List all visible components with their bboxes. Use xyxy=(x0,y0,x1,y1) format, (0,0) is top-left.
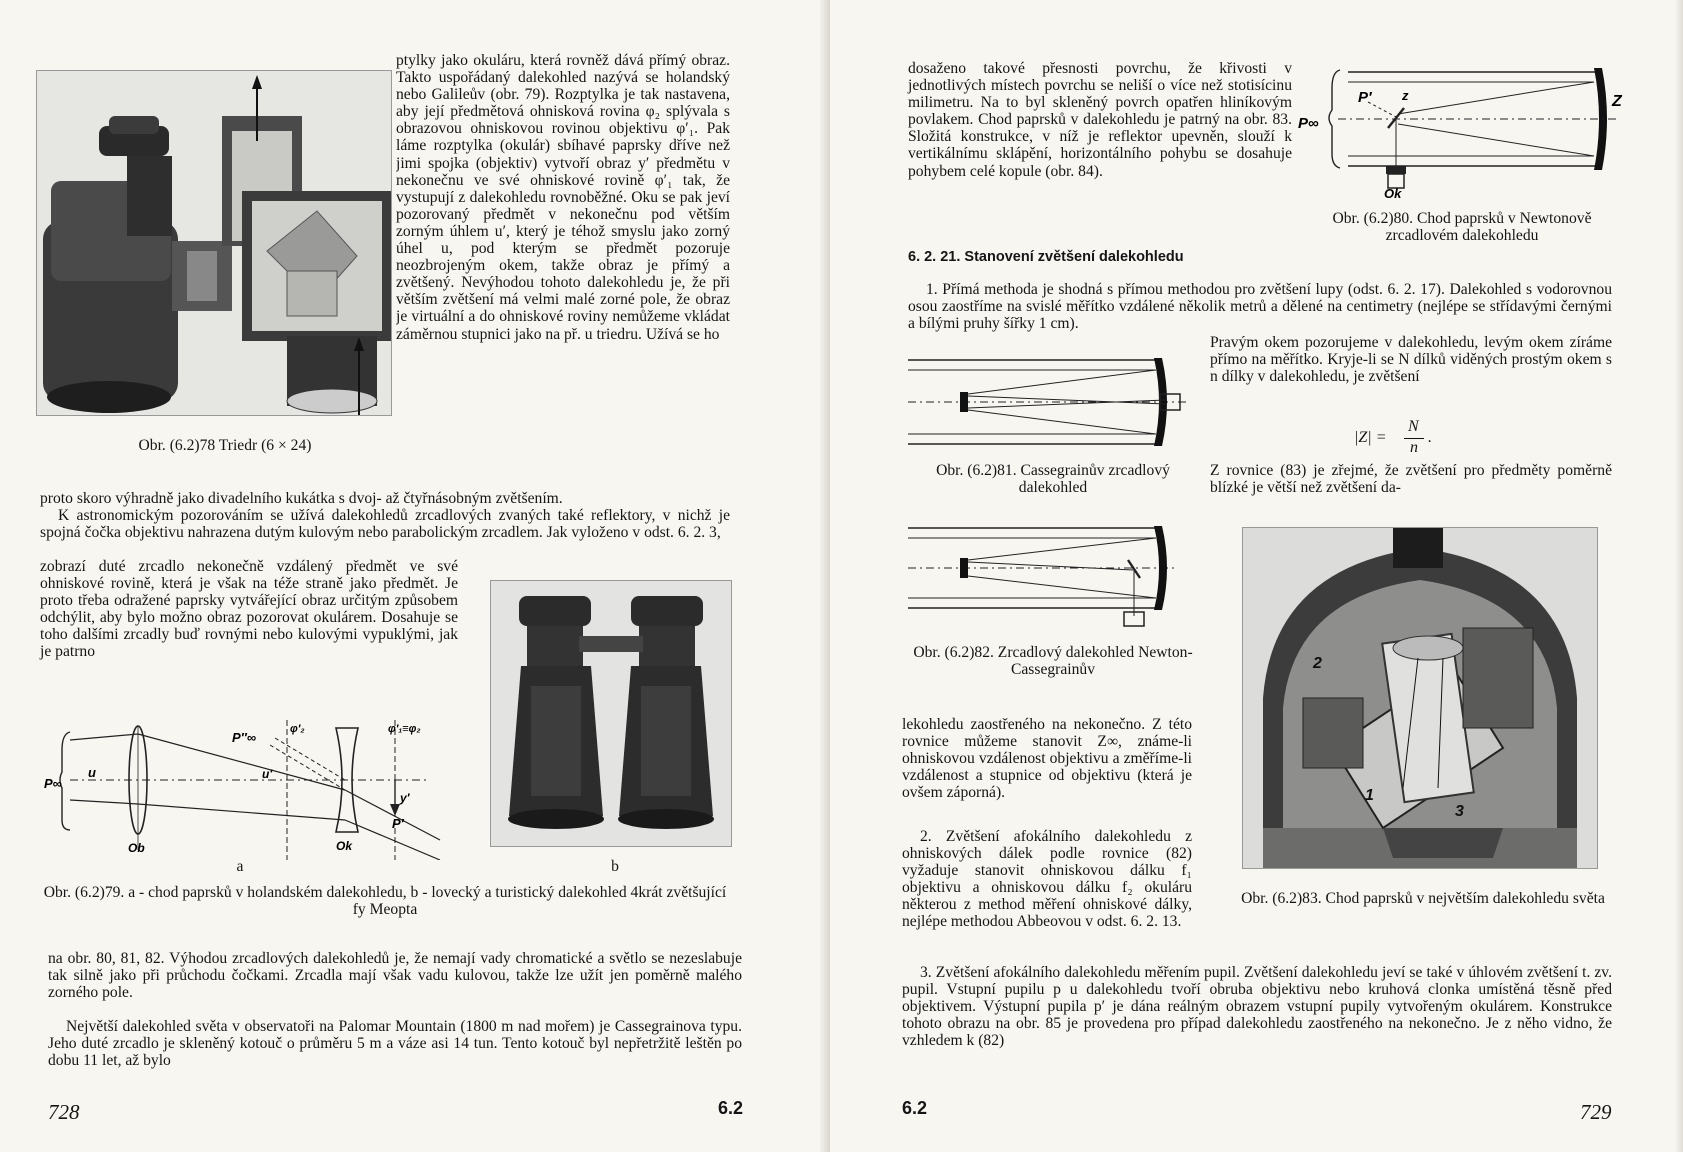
fig78-caption: Obr. (6.2)78 Triedr (6 × 24) xyxy=(138,437,312,454)
fig83-caption: Obr. (6.2)83. Chod paprsků v největším dalekohledu světa xyxy=(1241,890,1605,907)
right-para2: 2. Zvětšení afokálního dalekohledu z ohniskových dálek podle rovnice (82) vyžaduje stanovit ohniskovou dálku f₁ objektivu a ohniskovou dálku f₂ okuláru některou z method měření ohniskové dálky, nejlépe methodou Abbeovou v odst. 6. 2. 13. xyxy=(902,828,1192,931)
right-para1-full: 1. Přímá methoda je shodná s přímou methodou pro zvětšení lupy (odst. 6. 2. 17). Dalekohled s vodorovnou osou zaostříme na svislé měřítko vzdálené několik metrů a dělené na centimetry (nejlépe se střídavými černými a bílými pruhy šířky 1 cm). xyxy=(908,281,1612,333)
fig79-label-Ob: Ob xyxy=(128,841,145,855)
left-text-bottom: na obr. 80, 81, 82. Výhodou zrcadlových dalekohledů je, že nemají vady chromatické a světlo se nezeslabuje tak silně jako při průchodu čočkami. Zrcadla mají však vadu kulovou, takže lze užít jen poměrně malého zorného pole. xyxy=(48,950,742,1002)
fig78-binocular-cutaway-photo xyxy=(36,70,392,416)
fig79-label-u: u xyxy=(88,765,96,780)
fig83-label-2: 2 xyxy=(1313,655,1322,672)
fig83-label-1: 1 xyxy=(1365,787,1374,804)
section-heading: 6. 2. 21. Stanovení zvětšení dalekohledu xyxy=(908,249,1184,265)
fig83-palomar-telescope-photo xyxy=(1242,527,1598,869)
left-text-full: proto skoro výhradně jako divadelního kukátka s dvoj- až čtyřnásobným zvětšením. xyxy=(40,490,563,507)
fig79-label-a: a xyxy=(236,858,244,875)
right-page xyxy=(830,0,1683,1152)
right-page-edge xyxy=(1675,0,1683,1152)
fig80-label-Z: Z xyxy=(1612,93,1622,110)
left-page-number: 728 xyxy=(48,1100,80,1124)
fig79b-illustration xyxy=(491,581,731,846)
fig80-label-Ok: Ok xyxy=(1384,186,1402,198)
fig79-label-P2: P″∞ xyxy=(232,730,257,745)
fig80-newtonian-ray-diagram xyxy=(1298,62,1628,198)
right-section-mark: 6.2 xyxy=(902,1098,928,1118)
left-text-top: ptylky jako okuláru, která rovněž dává přímý obraz. Takto uspořádaný dalekohled nazývá se holandský nebo Galileův (obr. 79). Rozptylka je tak nastavena, aby její předmětová ohnisková rovina φ₂ splývala s obrazovou ohniskovou rovinou objektivu φ′₁. Pak láme rozptylka (okulár) sbíhavé paprsky dříve než jimi spojka (objektiv) vytvoří obraz y′ předmětu v nekonečnu ve své ohniskové rovině φ′₁ tak, že vystupují z dalekohledu rovnoběžné. Oku se pak jeví pozorovaný předmět v nekonečnu pod větším zorným úhlem u′, který je téhož smyslu jako zorný úhel u, pod kterým se předmět pozoruje neozbrojeným okem, takže obraz je přímý a zvětšený. Nevýhodou tohoto dalekohledu je, že při větším zvětšení má velmi malé zorné pole, že obraz je virtuální a do ohniskové roviny nemůžeme vkládat záměrnou stupnici jako na př. u triedru. Užívá se ho xyxy=(396,52,730,343)
formula-denominator: n xyxy=(1410,439,1418,456)
fig81-caption: Obr. (6.2)81. Cassegrainův zrcadlový dalekohled xyxy=(936,462,1170,497)
left-text-bottom2: Největší dalekohled světa v observatoři na Palomar Mountain (1800 m nad mořem) je Cassegrainova typu. Jeho duté zrcadlo je skleněný kotouč o průměru 5 m a váze asi 14 tun. Tento kotouč byl nepřetržitě leštěn po dobu 11 let, až bylo xyxy=(48,1018,742,1070)
fig79-label-y: y′ xyxy=(400,791,410,805)
right-text-left-col: lekohledu zaostřeného na nekonečno. Z této rovnice můžeme stanovit Z∞, známe-li ohniskovou vzdálenost objektivu a změříme-li vzdálenost a stupnice od objektivu (která je ovšem záporná). xyxy=(902,716,1192,802)
right-text-top: dosaženo takové přesnosti povrchu, že křivosti v jednotlivých místech povrchu se neliší o více než stotisícinu milimetru. Na to byl skleněný povrch opatřen hliníkovým povlakem. Chod paprsků v dalekohledu je patrný na obr. 83. Složitá konstrukce, v níž je reflektor upevněn, slouží k vertikálnímu sklápění, horizontálního pohybu se dosahuje pohybem celé kopule (obr. 84). xyxy=(908,60,1292,180)
fig79-label-b: b xyxy=(611,858,619,875)
left-section-mark: 6.2 xyxy=(718,1098,744,1118)
left-page xyxy=(0,0,830,1152)
fig79-label-P: P∞ xyxy=(44,776,62,791)
right-text-z-rovnice: Z rovnice (83) je zřejmé, že zvětšení pro předměty poměrně blízké je větší než zvětšení da- xyxy=(1210,462,1612,497)
formula-numerator: N xyxy=(1408,418,1419,435)
fig79-label-Pp: P′ xyxy=(392,816,404,831)
fig83-label-3: 3 xyxy=(1455,803,1464,820)
right-para1-narrow: Pravým okem pozorujeme v dalekohledu, levým okem zíráme přímo na měřítko. Kryje-li se N dílků viděných prostým okem s n dílky v dalekohledu, je zvětšení xyxy=(1210,334,1612,386)
right-para3: 3. Zvětšení afokálního dalekohledu měřením pupil. Zvětšení dalekohledu jeví se také v úhlovém zvětšení t. zv. pupil. Vstupní pupilu p u dalekohledu tvoří obruba objektivu nebo kruhová clonka umístěná těsně před objektivem. Výstupní pupila p′ je dána reálným obrazem vstupní pupily vytvořeným okulárem. Konstrukce tohoto obrazu na obr. 85 je provedena pro případ dalekohledu zaostřeného na nekonečno. Je z něho vidno, že vzhledem k (82) xyxy=(902,964,1612,1050)
left-text-para2-narrow: zobrazí duté zrcadlo nekonečně vzdálený předmět ve své ohniskové rovině, která je však na téže straně jako předmět. Je proto třeba odražené paprsky vytvářející obraz určitým způsobem odchýlit, aby bylo možno obraz pozorovat okulárem. Dosahuje se toho dalšími zrcadly buď rovnými nebo kulovými vypuklými, jak je patrno xyxy=(40,558,458,661)
fig83-illustration xyxy=(1243,528,1597,868)
fig80-label-P: P∞ xyxy=(1298,115,1319,132)
fig79-label-Ok: Ok xyxy=(336,839,353,853)
fig79-label-phi2: φ′₂ xyxy=(290,723,305,735)
fig82-caption: Obr. (6.2)82. Zrcadlový dalekohled Newton-Cassegrainův xyxy=(913,644,1193,679)
fig79a-galilean-ray-diagram xyxy=(40,720,460,860)
fig78-illustration xyxy=(37,71,391,415)
fig82-newton-cassegrain-ray-diagram xyxy=(908,520,1188,630)
fig80-caption: Obr. (6.2)80. Chod paprsků v Newtonově zrcadlovém dalekohledu xyxy=(1332,210,1592,245)
fig79-caption: Obr. (6.2)79. a - chod paprsků v holandském dalekohledu, b - lovecký a turistický dalekohled 4krát zvětšující fy Meopta xyxy=(43,884,727,919)
formula-dot: . xyxy=(1428,429,1432,446)
fig80-label-z: z xyxy=(1402,88,1409,103)
fig81-cassegrain-ray-diagram xyxy=(908,352,1188,452)
fig79-label-phi1: φ′₁≡φ₂ xyxy=(388,723,421,735)
left-text-para2-lead: K astronomickým pozorováním se užívá dalekohledů zrcadlových zvaných také reflektory, v nichž je spojná čočka objektivu nahrazena dutým kulovým nebo parabolickým zrcadlem. Jak vyloženo v odst. 6. 2. 3, xyxy=(40,507,730,542)
fig79b-binocular-photo xyxy=(490,580,732,847)
formula-lhs: |Z| = xyxy=(1354,429,1387,446)
fig79-label-u2: u′ xyxy=(262,767,273,781)
right-page-number: 729 xyxy=(1580,1100,1612,1124)
fig80-label-Pp: P′ xyxy=(1358,89,1372,106)
